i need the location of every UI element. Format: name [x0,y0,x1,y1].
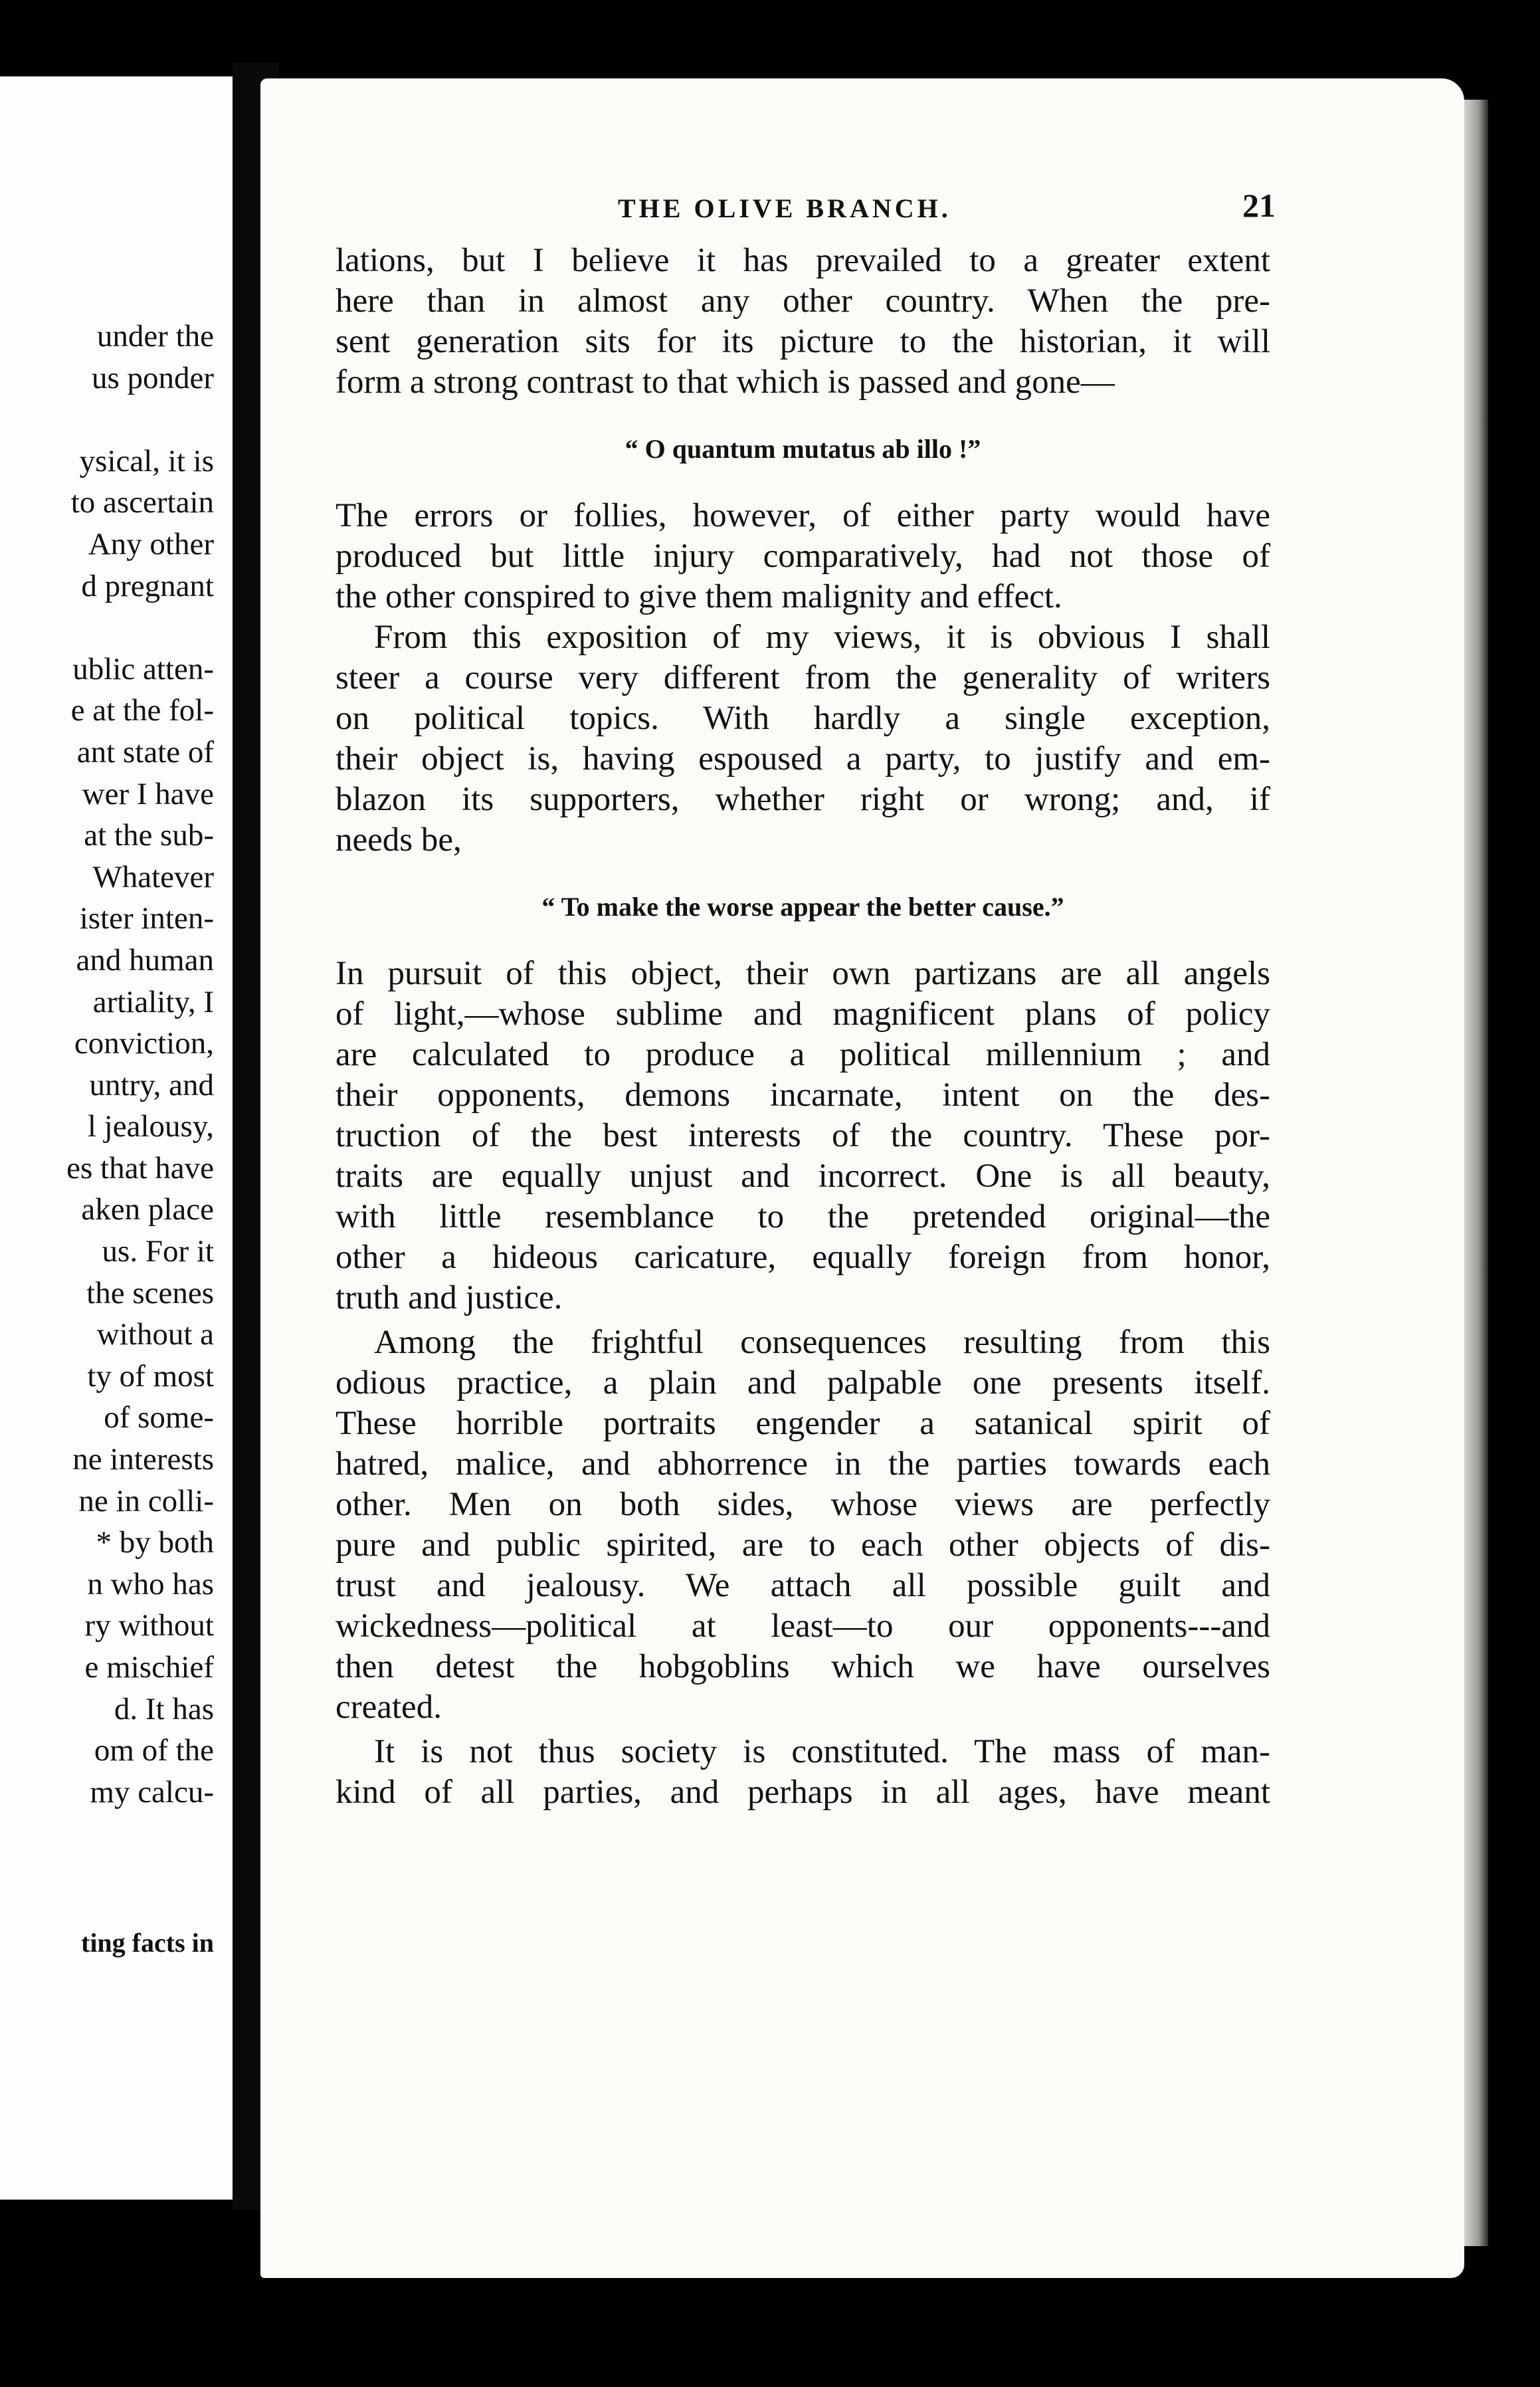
left-page-line: and human [76,942,214,978]
page-number: 21 [1242,187,1276,224]
left-page-line: conviction, [74,1026,214,1061]
text-line: produced but little injury comparatively, had not those of [336,538,1270,575]
left-page-line: ne interests [72,1442,214,1477]
left-page-line: Whatever [92,859,214,894]
left-page-line: ty of most [87,1358,214,1394]
text-line: odious practice, a plain and palpable one presents itself. [336,1364,1270,1401]
left-page-line: under the [96,319,214,354]
left-page-line [66,399,214,441]
text-line: The errors or follies, however, of either party would have [336,497,1270,534]
text-line: of light,—whose sublime and magnificent plans of policy [336,995,1270,1033]
text-line: other. Men on both sides, whose views are perfectly [336,1486,1270,1523]
text-line: then detest the hobgoblins which we have ourselves [336,1648,1270,1685]
left-page-line: without a [96,1317,214,1352]
left-page-line: us. For it [102,1234,214,1269]
text-line: hatred, malice, and abhorrence in the parties towards each [336,1445,1270,1483]
text-line: These horrible portraits engender a satanical spirit of [336,1405,1270,1442]
text-line: kind of all parties, and perhaps in all ages, have meant [336,1774,1270,1811]
text-line: pure and public spirited, are to each other objects of dis- [336,1526,1270,1564]
text-line: their opponents, demons incarnate, intent on the des- [336,1077,1270,1114]
page-body [336,241,1270,1813]
text-line: created. [336,1689,442,1726]
left-page-line: to ascertain [70,485,214,520]
milton-quotation: “ To make the worse appear the better cause.” [541,892,1064,922]
left-page-line: d. It has [114,1691,214,1726]
left-page-line: artiality, I [92,984,214,1019]
left-page-line: om of the [94,1733,214,1768]
left-page-line [66,607,214,649]
left-page-line: ublic atten- [72,651,214,686]
text-line: traits are equally unjust and incorrect. One is all beauty, [336,1158,1270,1195]
left-page-footnote: ting facts in [81,1928,214,1958]
left-facing-page [0,76,233,2200]
left-page-line: the scenes [86,1275,214,1310]
left-page-text [66,316,214,1813]
paragraph-3 [336,617,1270,861]
left-page-line: untry, and [89,1067,214,1102]
paragraph-4 [336,954,1270,1318]
text-line: sent generation sits for its picture to the historian, it will [336,323,1270,360]
left-page-line: ne in colli- [78,1483,214,1518]
text-line: the other conspired to give them malignity and effect. [336,578,1062,615]
text-line: trust and jealousy. We attach all possible guilt and [336,1567,1270,1604]
text-line: their object is, having espoused a party, to justify and em- [336,740,1270,778]
left-page-line: ant state of [76,734,214,770]
text-line: lations, but I believe it has prevailed to a greater extent [336,242,1270,279]
paragraph-5 [336,1322,1270,1728]
text-line: From this exposition of my views, it is obvious I shall [374,619,1270,656]
text-line: truction of the best interests of the country. These por- [336,1117,1270,1154]
text-line: needs be, [336,821,462,859]
left-page-line: d pregnant [81,568,214,603]
paragraph-2 [336,496,1270,617]
running-title: THE OLIVE BRANCH. [618,193,951,223]
left-page-line: * by both [96,1525,214,1560]
text-line: on political topics. With hardly a single exception, [336,700,1270,737]
paragraph-6 [336,1732,1270,1813]
text-line: with little resemblance to the pretended original—the [336,1198,1270,1235]
left-page-line: n who has [87,1566,214,1602]
left-page-line: e at the fol- [70,693,214,728]
page-edge [1464,100,1488,2246]
text-line: steer a course very different from the generality of writers [336,659,1270,696]
left-page-line: my calcu- [90,1774,214,1810]
text-line: form a strong contrast to that which is passed and gone— [336,363,1115,401]
running-head [352,186,1276,239]
paragraph-1 [336,241,1270,403]
left-page-line: Any other [88,526,214,562]
text-line: truth and justice. [336,1279,563,1316]
left-page-line: l jealousy, [87,1109,214,1144]
text-line: blazon its supporters, whether right or wrong; and, if [336,781,1270,818]
left-page-line: us ponder [91,360,214,395]
left-page-line: e mischief [84,1650,214,1685]
text-line: Among the frightful consequences resulting from this [374,1324,1270,1361]
latin-quotation: “ O quantum mutatus ab illo !” [625,434,981,464]
text-line: wickedness—political at least—to our opponents---and [336,1608,1270,1645]
left-page-line: wer I have [82,776,214,811]
left-page-line: of some- [104,1400,214,1435]
left-page-line: es that have [66,1150,214,1186]
left-page-line: at the sub- [84,818,214,853]
text-line: other a hideous caricature, equally foreign from honor, [336,1239,1270,1276]
left-page-line: ysical, it is [79,443,214,478]
text-line: are calculated to produce a political millennium ; and [336,1036,1270,1073]
text-line: It is not thus society is constituted. The mass of man- [374,1733,1270,1770]
text-line: In pursuit of this object, their own partizans are all angels [336,955,1270,992]
left-page-line: ister inten- [79,901,214,936]
left-page-line: ry without [84,1608,214,1643]
left-page-line: aken place [81,1192,214,1227]
text-line: here than in almost any other country. When the pre- [336,282,1270,320]
